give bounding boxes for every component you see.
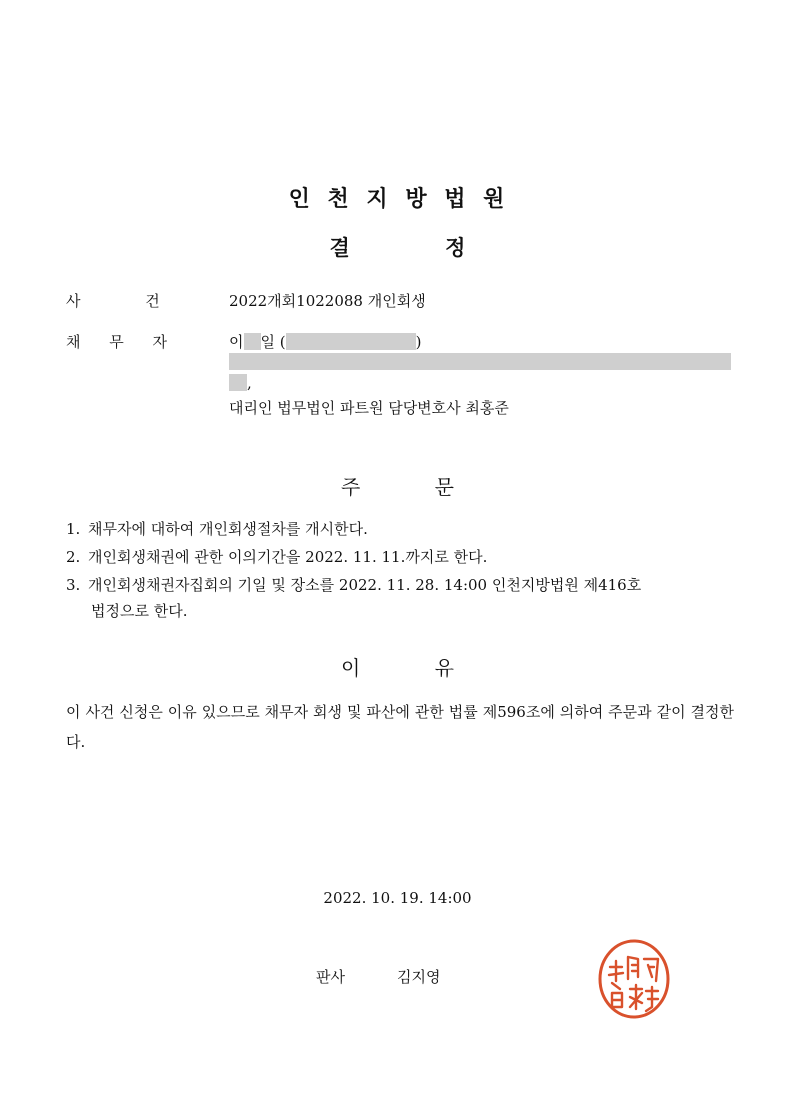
debtor-agent: 대리인 법무법인 파트원 담당변호사 최홍준 — [229, 399, 509, 417]
address-comma: , — [247, 374, 252, 392]
order-item-number: 2. — [66, 548, 81, 566]
redacted-name-char — [244, 333, 261, 350]
order-item-continuation: 법정으로 한다. — [91, 602, 188, 620]
judge-name: 김지영 — [397, 968, 441, 986]
document-type: 결 정 — [329, 236, 466, 260]
redacted-id-number — [286, 333, 416, 350]
order-item-text: 개인회생채권자집회의 기일 및 장소를 2022. 11. 28. 14:00 인천지방법원 제416호 — [88, 576, 642, 594]
debtor-name-line — [229, 331, 422, 352]
case-number: 2022개회1022088 개인회생 — [229, 292, 426, 310]
reason-text: 이 사건 신청은 이유 있으므로 채무자 회생 및 파산에 관한 법률 제596조에 의하여 주문과 같이 결정한다. — [66, 703, 734, 751]
order-item-text: 채무자에 대하여 개인회생절차를 개시한다. — [88, 520, 368, 538]
court-seal-stamp — [592, 937, 676, 1021]
paren-close: ) — [415, 333, 422, 351]
order-item-text: 개인회생채권에 관한 이의기간을 2022. 11. 11.까지로 한다. — [88, 548, 488, 566]
order-heading: 주 문 — [341, 475, 454, 499]
order-item-number: 1. — [66, 520, 81, 538]
decision-date: 2022. 10. 19. 14:00 — [323, 889, 472, 907]
debtor-name-first: 이 — [229, 333, 244, 351]
case-label: 사 건 — [66, 292, 160, 310]
debtor-address-tail — [229, 374, 252, 392]
judge-title: 판사 — [316, 968, 345, 986]
order-item — [66, 544, 736, 570]
paren-open: ( — [279, 333, 286, 351]
debtor-name-last: 일 — [260, 333, 275, 351]
redacted-address-line — [229, 353, 731, 370]
order-item — [66, 572, 736, 624]
reason-heading: 이 유 — [341, 656, 454, 680]
debtor-label: 채 무 자 — [66, 333, 168, 351]
redacted-address-tail — [229, 374, 247, 391]
court-name: 인 천 지 방 법 원 — [288, 187, 507, 212]
order-item-number: 3. — [66, 576, 81, 594]
order-item — [66, 516, 736, 542]
